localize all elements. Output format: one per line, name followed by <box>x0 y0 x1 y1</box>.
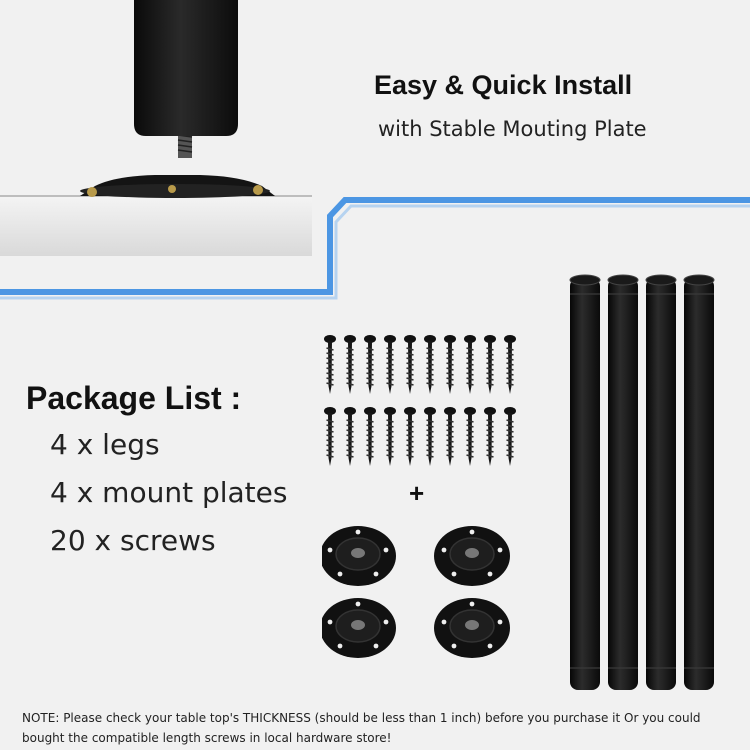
screw-icon <box>384 335 396 394</box>
screw-icon <box>404 407 416 466</box>
screw-icon <box>324 407 336 466</box>
screw-icon <box>384 407 396 466</box>
screw-icon <box>504 335 516 394</box>
table-leg-icon <box>684 275 714 690</box>
screw-icon <box>464 407 476 466</box>
screw-icon <box>464 335 476 394</box>
table-leg-icon <box>570 275 600 690</box>
screw-icon <box>504 407 516 466</box>
screw-icon <box>364 407 376 466</box>
screw-icon <box>364 335 376 394</box>
screw-icon <box>424 335 436 394</box>
table-leg-icon <box>608 275 638 690</box>
package-item-legs: 4 x legs <box>50 428 160 461</box>
mount-plate-icon <box>434 526 510 586</box>
screw-icon <box>424 407 436 466</box>
thickness-note: NOTE: Please check your table top's THICKNESS (should be less than 1 inch) before you purchase it Or you could bought the compatible length screws in local hardware store! <box>22 711 701 745</box>
screw-icon <box>444 335 456 394</box>
table-leg-icon <box>646 275 676 690</box>
mount-plates-image <box>322 520 522 670</box>
plus-sign: + <box>409 478 425 508</box>
mount-plate-icon <box>322 526 396 586</box>
screw-icon <box>404 335 416 394</box>
screw-icon <box>444 407 456 466</box>
screw-icon <box>344 335 356 394</box>
screw-icon <box>484 407 496 466</box>
package-item-screws: 20 x screws <box>50 524 216 557</box>
screw-icon <box>344 407 356 466</box>
package-item-mount-plates: 4 x mount plates <box>50 476 288 509</box>
table-top-board <box>0 196 312 256</box>
leg-top <box>134 0 238 136</box>
screw-icon <box>324 335 336 394</box>
install-illustration <box>0 0 750 310</box>
install-subtitle: with Stable Mouting Plate <box>378 117 647 141</box>
legs-image <box>560 268 730 698</box>
install-title: Easy & Quick Install <box>374 70 633 100</box>
mount-plate-icon <box>322 598 396 658</box>
package-list-title: Package List : <box>26 380 242 416</box>
screw-icon <box>484 335 496 394</box>
mount-plate-icon <box>434 598 510 658</box>
screws-image <box>320 334 526 468</box>
